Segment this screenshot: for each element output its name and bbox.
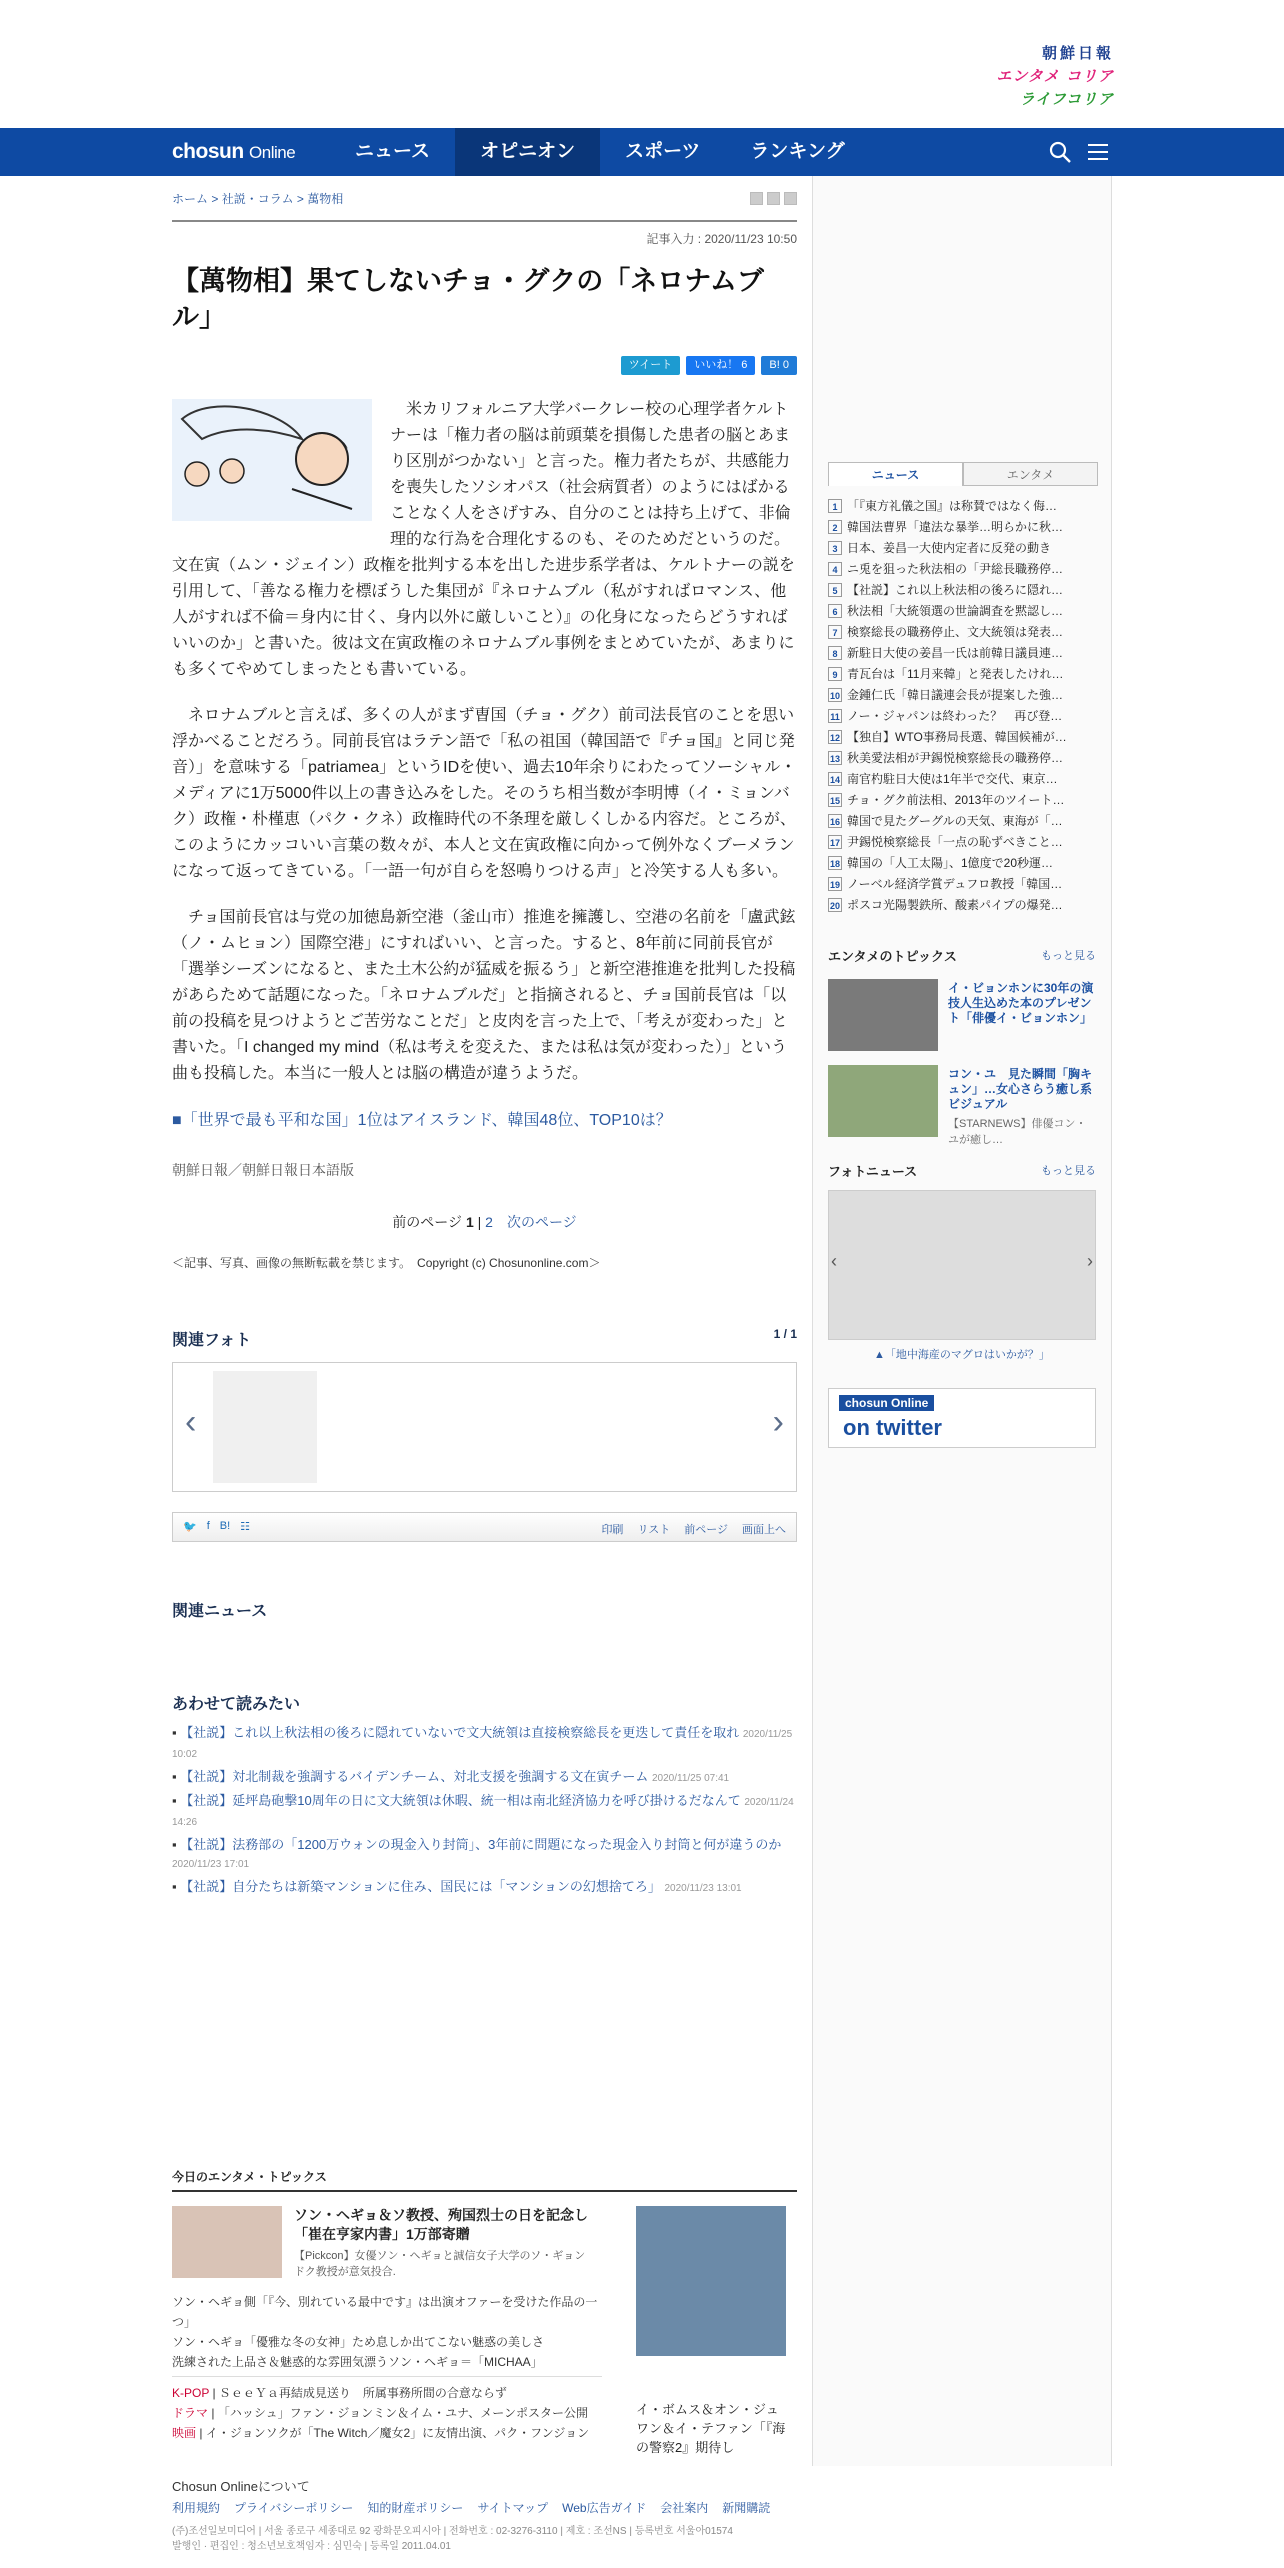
page-2-link[interactable]: 2 xyxy=(485,1214,493,1230)
nav-item-opinion[interactable]: オピニオン xyxy=(455,128,600,176)
footer-link[interactable]: 会社案内 xyxy=(660,2501,709,2515)
ent-topics-heading: 今日のエンタメ・トピックス xyxy=(172,2168,797,2192)
photo-news-image[interactable] xyxy=(828,1190,1096,1340)
ranking-item[interactable]: 19 ノーベル経済学賞デュフロ教授「韓国… xyxy=(829,877,1063,891)
related-photo-carousel xyxy=(172,1362,797,1492)
breadcrumb-section[interactable]: 社説・コラム xyxy=(221,192,294,206)
ranking-item[interactable]: 2 韓国法曹界「違法な暴挙…明らかに秋… xyxy=(828,517,1098,538)
list-link[interactable]: リスト xyxy=(637,1524,671,1536)
read-also-item[interactable]: ▪ 【社説】これ以上秋法相の後ろに隠れていないで文大統領は直接検察総長を更迭して責任を取れ 2020/11/25 10:02 xyxy=(172,1724,797,1764)
ranking-item[interactable]: 5 【社説】これ以上秋法相の後ろに隠れ… xyxy=(828,580,1098,601)
nav-item-news[interactable]: ニュース xyxy=(355,141,431,162)
print-link[interactable]: 印刷 xyxy=(601,1524,624,1536)
article-paragraph: ネロナムブルと言えば、多くの人がまず曺国（チョ・グク）前司法長官のことを思い浮かべることだろう。同前長官はラテン語で「私の祖国（韓国語で『チョ国』と同じ発音）」を意味する「patriamea」というIDを使い、過去10年余りにわたってソーシャル・メディアに1万5000件以上の書き込みをした。そのうち相当数が李明博（イ・ミョンバク）政権・朴槿恵（パク・クネ）政権時代の不条理を厳しくしかる内容だ。ところが、このようにカッコいい言葉の数々が、本人と文在寅政権に向かって例外なくブーメランになって返ってきている。「一語一句が自らを怒鳴りつける声」と冷笑する人も多い。 xyxy=(172,707,797,880)
ranking-item[interactable]: 8 新駐日大使の姜昌一氏は前韓日議員連… xyxy=(828,643,1098,664)
ranking-item[interactable]: 15 チョ・グク前法相、2013年のツイート… xyxy=(829,793,1065,807)
ranking-list xyxy=(828,496,1098,916)
more-link[interactable]: もっと見る xyxy=(1041,1165,1096,1177)
ent-topics-side-heading: エンタメのトピックス もっと見る xyxy=(828,949,1096,964)
related-article-link[interactable]: ■「世界で最も平和な国」1位はアイスランド、韓国48位、TOP10は？ xyxy=(172,1112,672,1129)
footer-address: (주)조선일보미디어 | 서울 종로구 세종대로 92 광화문오피시아 | 전화번호 : 02-3276-3110 | 제호 : 조선NS | 등록번호 서울아01574 xyxy=(172,2526,733,2537)
main-content xyxy=(172,176,797,1902)
footer-link[interactable]: サイトマップ xyxy=(477,2501,549,2515)
read-also-list xyxy=(172,1724,797,1898)
read-also-heading: あわせて読みたい xyxy=(172,1696,301,1713)
brand-chosun-ilbo[interactable]: 朝鮮日報 xyxy=(1041,44,1114,62)
ent-right-image[interactable] xyxy=(636,2206,786,2356)
ent-bullet[interactable]: ソン・ヘギョ「優雅な冬の女神」ため息しか出てこない魅惑の美しさ xyxy=(172,2335,545,2349)
hatena-button[interactable]: B! 0 xyxy=(761,356,797,375)
read-also-item[interactable]: ▪ 【社説】自分たちは新築マンションに住み、国民には「マンションの幻想捨てろ」 2020/11/23 13:01 xyxy=(172,1878,797,1898)
ranking-item[interactable]: 7 検察総長の職務停止、文大統領は発表… xyxy=(828,622,1098,643)
footer-registration: 발행인 · 편집인 : 청소년보호책임자 : 심민숙 | 등록일 2011.04.01 xyxy=(172,2541,451,2552)
breadcrumb-sub[interactable]: 萬物相 xyxy=(307,192,344,206)
search-icon[interactable] xyxy=(1048,140,1072,164)
photo-thumbnail[interactable] xyxy=(213,1371,317,1483)
ranking-tabs xyxy=(828,462,1098,486)
related-photo-heading: 関連フォト 1 / 1 xyxy=(172,1327,797,1349)
sidebar xyxy=(812,176,1112,2466)
brand-entame-korea[interactable]: エンタメ コリア xyxy=(996,67,1114,85)
hatena-share-icon[interactable]: B! xyxy=(219,1520,231,1532)
bookmark-icon[interactable]: ☷ xyxy=(240,1521,251,1533)
article-paragraph: チョ国前長官は与党の加徳島新空港（釜山市）推進を擁護し、空港の名前を「盧武鉉（ノ・ムヒョン）国際空港」にすればいい、と言った。すると、8年前に同前長官が「選挙シーズンになると、また土木公約が猛威を振るう」と新空港推進を批判した投稿があらためて話題になった。「ネロナムブルだ」と指摘されると、チョ国前長官は「以前の投稿を見つけようとご苦労なことだ」と皮肉を言った上で、「考えが変わった」と書いた。「I changed my mind（私は考えを変えた、または私は気が変わった）」という曲も投稿した。本当に一般人とは脳の構造が違うようだ。 xyxy=(172,909,796,1082)
ent-topic-item[interactable]: イ・ビョンホンに30年の演技人生込めた本のプレゼント「俳優イ・ビョンホン」 xyxy=(828,979,1096,1051)
footer-link[interactable]: Web広告ガイド xyxy=(562,2501,647,2515)
nav-item-ranking[interactable]: ランキング xyxy=(750,141,845,162)
related-news-heading: 関連ニュース xyxy=(172,1603,268,1620)
facebook-share-icon[interactable]: f xyxy=(206,1520,210,1532)
article-paragraph: 米カリフォルニア大学バークレー校の心理学者ケルトナーは「権力者の脳は前頭葉を損傷した患者の脳とあまり区別がつかない」と言った。権力者たちが、共感能力を喪失したソシオパス（社会病質者）のようにはばかることなく人をさげすみ、自分のことは持ち上げて、非倫理的な行為を合理化するのも、そのためだというのだ。文在寅（ムン・ジェイン）政権を批判する本を出した进步系学者は、ケルトナーの説を引用して、「善なる権力を標ぼうした集団が『ネロナムブル（私がすればロマンス、他人がすれば不倫＝身内に甘く、身内以外に厳しいこと）』の化身になったらどうすればいいのか」と書いた。彼は文在寅政権のネロナムブル事例をまとめていたが、あまりにも多くてやめてしまったとも書いている。 xyxy=(172,401,795,678)
nav-menu xyxy=(330,128,870,176)
ent-topic-image[interactable] xyxy=(828,1065,938,1137)
font-small-icon[interactable] xyxy=(750,192,763,205)
photo-news-caption[interactable]: ▲「地中海産のマグロはいかが？」 xyxy=(874,1349,1050,1361)
ent-lead-title[interactable]: ソン・ヘギョ＆ソ教授、殉国烈士の日を記念し「崔在亨家内書」1万部寄贈 xyxy=(294,2207,588,2242)
ranking-item[interactable]: 1 「『東方礼儀之国』は称賛ではなく侮… xyxy=(828,496,1098,517)
ranking-item[interactable]: 11 ノー・ジャパンは終わった？ 再び登… xyxy=(828,706,1098,727)
ranking-item[interactable]: 13 秋美愛法相が尹錫悦検察総長の職務停… xyxy=(829,751,1064,765)
nav-item-sports[interactable]: スポーツ xyxy=(625,141,701,162)
footer-link[interactable]: 利用規約 xyxy=(172,2501,221,2515)
brand-links xyxy=(996,42,1114,111)
photo-next-icon[interactable]: › xyxy=(1087,1251,1093,1271)
top-link[interactable]: 画面上へ xyxy=(742,1524,786,1536)
copyright-notice: ＜記事、写真、画像の無断転載を禁じます。 Copyright (c) Chosunonline.com＞ xyxy=(172,1256,601,1270)
footer-about[interactable]: Chosun Onlineについて xyxy=(172,2479,310,2494)
carousel-next-icon[interactable]: › xyxy=(772,1403,784,1441)
main-nav xyxy=(0,128,1284,176)
ent-right-caption[interactable]: イ・ボムス＆オン・ジュワン＆イ・テファン「『海の警察2』期待し xyxy=(636,2402,786,2455)
ent-topic-item[interactable]: コン・ユ 見た瞬間「胸キュン」…女心さらう癒し系ビジュアル 【STARNEWS】俳優コン・ユが癒し… xyxy=(828,1065,1096,1137)
prev-page-util-link[interactable]: 前ページ xyxy=(684,1524,728,1536)
prev-page-link[interactable]: 前のページ xyxy=(392,1214,463,1230)
ent-topic-image[interactable] xyxy=(828,979,938,1051)
article-date: 記事入力 : 2020/11/23 10:50 xyxy=(646,232,797,246)
ent-cat-item[interactable]: ドラマ | 「ハッシュ」ファン・ジョンミン＆イム・ユナ、メーンポスター公開 xyxy=(172,2406,589,2420)
photo-prev-icon[interactable]: ‹ xyxy=(831,1251,837,1271)
share-bar xyxy=(172,355,797,377)
brand-life-korea[interactable]: ライフコリア xyxy=(1019,90,1114,108)
ent-bullet[interactable]: 洗練された上品さ＆魅惑的な雰囲気漂うソン・ヘギョ＝「MICHAA」 xyxy=(172,2355,543,2369)
ent-topics-section xyxy=(172,2168,797,2466)
photo-news-heading: フォトニュース もっと見る xyxy=(828,1164,1096,1179)
ranking-item[interactable]: 10 金鍾仁氏「韓日議連会長が提案した強… xyxy=(829,688,1064,702)
tab-entame[interactable]: エンタメ xyxy=(963,462,1098,486)
article-body xyxy=(172,397,797,1087)
footer-link[interactable]: 知的財産ポリシー xyxy=(367,2501,464,2515)
footer-link[interactable]: プライバシーポリシー xyxy=(234,2501,354,2515)
site-logo[interactable]: chosun Online xyxy=(172,140,296,163)
footer-link[interactable]: 新聞購読 xyxy=(722,2501,771,2515)
ent-cat-item[interactable]: 映画 | イ・ジョンソクが「The Witch／魔女2」に友情出演、パク・フンジョン xyxy=(172,2426,590,2440)
article-utility-bar xyxy=(172,1512,797,1542)
ranking-item[interactable]: 4 ニ兎を狙った秋法相の「尹総長職務停… xyxy=(828,559,1098,580)
like-button[interactable]: いいね！ 6 xyxy=(686,356,755,375)
editorial-cartoon[interactable] xyxy=(172,399,372,521)
font-large-icon[interactable] xyxy=(767,192,780,205)
twitter-banner[interactable]: chosun Online on twitter xyxy=(828,1388,1096,1448)
article-source: 朝鮮日報／朝鮮日報日本語版 xyxy=(172,1162,354,1178)
ranking-item[interactable]: 20 ポスコ光陽製鉄所、酸素パイプの爆発… xyxy=(829,898,1063,912)
more-link[interactable]: もっと見る xyxy=(1041,950,1096,962)
breadcrumb: ホーム > 社説・コラム > 萬物相 xyxy=(172,190,797,210)
photo-counter: 1 / 1 xyxy=(773,1327,797,1341)
read-also-item[interactable]: ▪ 【社説】法務部の「1200万ウォンの現金入り封筒」、3年前に問題になった現金入り封筒と何が違うのか 2020/11/23 17:01 xyxy=(172,1836,797,1874)
ranking-item[interactable]: 14 南官杓駐日大使は1年半で交代、東京… xyxy=(829,772,1058,786)
ent-lead-image[interactable] xyxy=(172,2206,282,2278)
ranking-item[interactable]: 16 韓国で見たグーグルの天気、東海が「… xyxy=(829,814,1063,828)
ranking-item[interactable]: 17 尹錫悦検察総長「一点の恥ずべきこと… xyxy=(829,835,1063,849)
site-footer xyxy=(172,2476,1112,2552)
ranking-item[interactable]: 3 日本、姜昌一大使内定者に反発の動き xyxy=(828,538,1098,559)
ent-lead-sub: 【Pickcon】女優ソン・ヘギョと誠信女子大学のソ・ギョンドク教授が意気投合. xyxy=(294,2250,586,2278)
menu-icon[interactable] xyxy=(1086,140,1110,164)
ranking-item[interactable]: 6 秋法相「大統領選の世論調査を黙認し… xyxy=(828,601,1098,622)
article-title: 【萬物相】果てしないチョ・グクの「ネロナムブル」 xyxy=(172,266,764,332)
article-pager: 前のページ 1 | 2 次のページ xyxy=(392,1214,577,1230)
ent-bullet[interactable]: ソン・ヘギョ側「『今、別れている最中です』は出演オファーを受けた作品の一つ」 xyxy=(172,2295,598,2329)
next-page-link[interactable]: 次のページ xyxy=(506,1214,577,1230)
read-also-item[interactable]: ▪ 【社説】延坪島砲撃10周年の日に文大統領は休暇、統一相は南北経済協力を呼び掛けるだなんて 2020/11/24 14:26 xyxy=(172,1792,797,1832)
print-icon[interactable] xyxy=(784,192,797,205)
ent-cat-item[interactable]: K-POP | ＳｅｅＹａ再結成見送り 所属事務所間の合意ならず xyxy=(172,2386,507,2400)
breadcrumb-home[interactable]: ホーム xyxy=(172,192,209,206)
ranking-item[interactable]: 9 青瓦台は「11月来韓」と発表したけれ… xyxy=(828,664,1098,685)
twitter-share-icon[interactable]: 🐦 xyxy=(183,1521,197,1533)
site-header xyxy=(0,0,1284,128)
ranking-item[interactable]: 18 韓国の「人工太陽」、1億度で20秒運… xyxy=(829,856,1054,870)
ranking-item[interactable]: 12 【独自】WTO事務局長選、韓国候補が… xyxy=(829,730,1067,744)
read-also-item[interactable]: ▪ 【社説】対北制裁を強調するバイデンチーム、対北支援を強調する文在寅チーム 2020/11/25 07:41 xyxy=(172,1768,797,1788)
carousel-prev-icon[interactable]: ‹ xyxy=(185,1403,197,1441)
tweet-button[interactable]: ツイート xyxy=(621,356,680,375)
tab-news[interactable]: ニュース xyxy=(828,462,963,486)
